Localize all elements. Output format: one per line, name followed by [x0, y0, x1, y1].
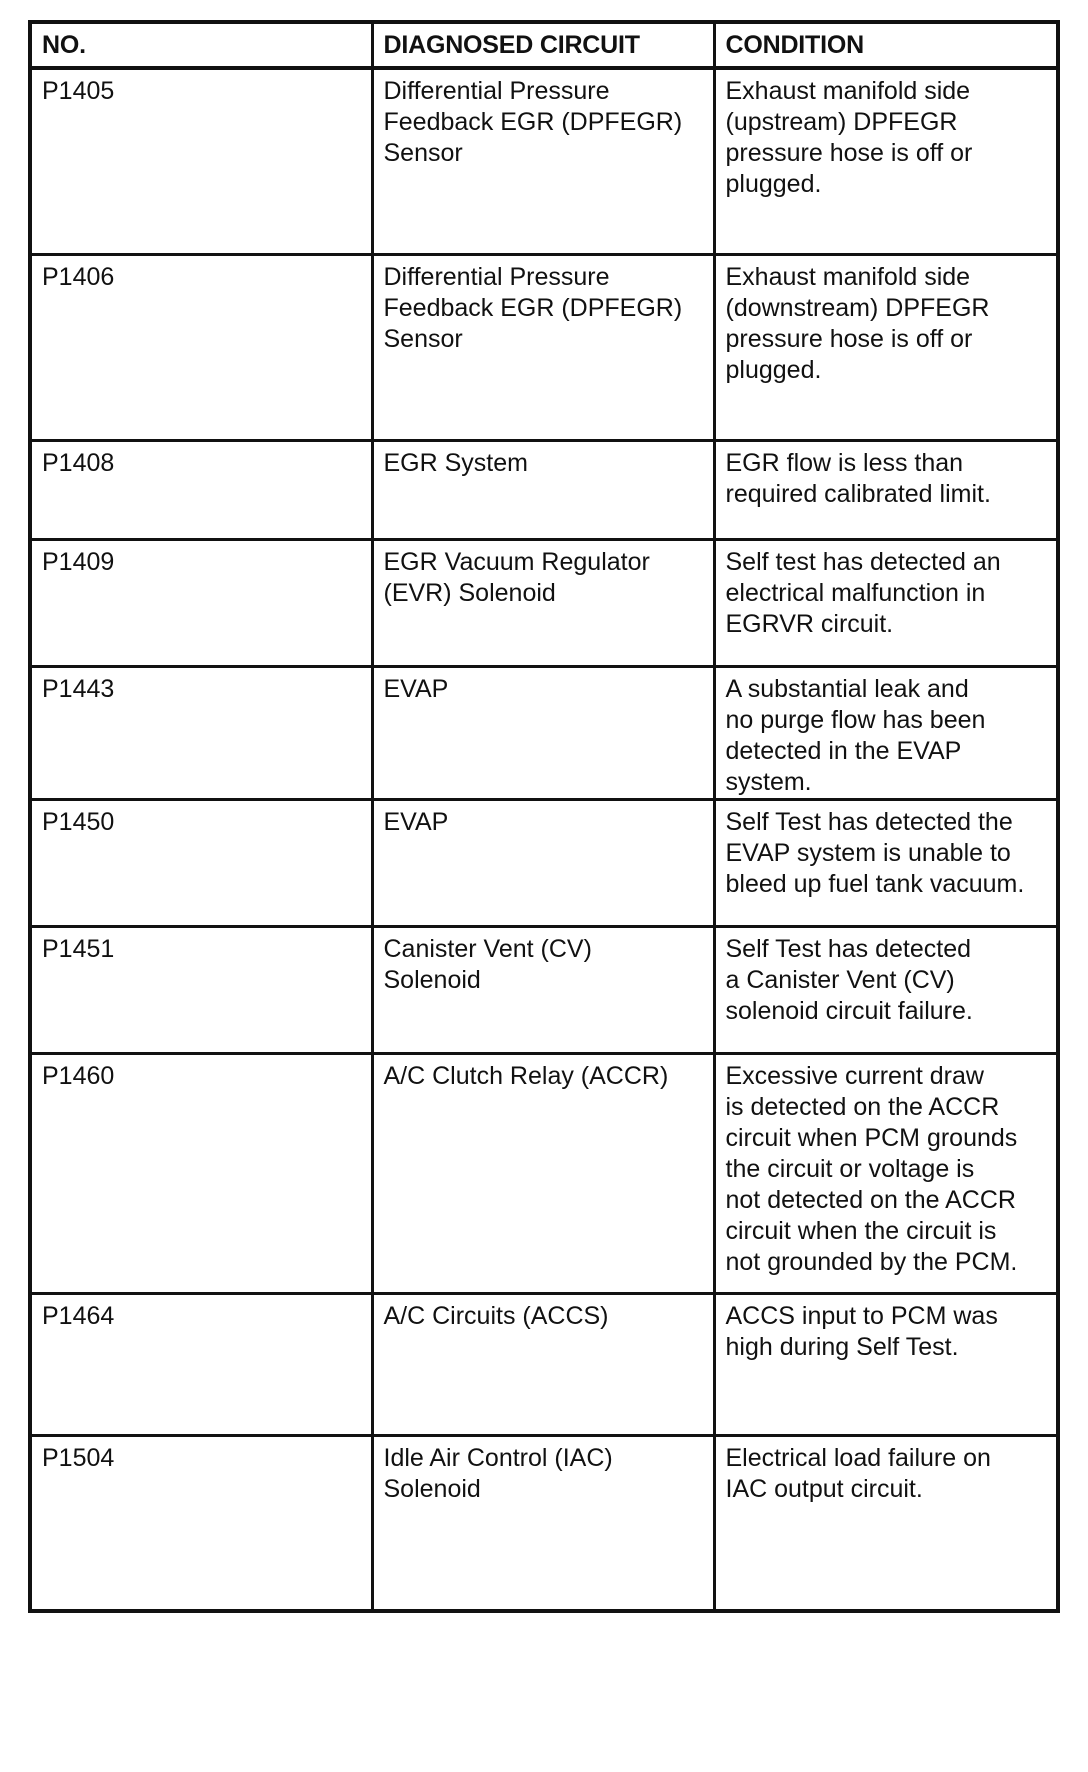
code-cell: P1450 [30, 799, 372, 926]
table-row [30, 254, 1058, 440]
circuit-cell: Canister Vent (CV) Solenoid [372, 926, 714, 1053]
condition-cell: Exhaust manifold side (upstream) DPFEGR pressure hose is off or plugged. [714, 68, 1058, 254]
header-condition: CONDITION [714, 22, 1058, 68]
code-cell: P1504 [30, 1435, 372, 1611]
table-row [30, 666, 1058, 799]
circuit-cell: Idle Air Control (IAC) Solenoid [372, 1435, 714, 1611]
table-row [30, 799, 1058, 926]
code-cell: P1409 [30, 539, 372, 666]
header-diagnosed-circuit: DIAGNOSED CIRCUIT [372, 22, 714, 68]
condition-cell: Electrical load failure on IAC output circuit. [714, 1435, 1058, 1611]
circuit-cell: EGR System [372, 440, 714, 539]
condition-cell: Exhaust manifold side (downstream) DPFEGR pressure hose is off or plugged. [714, 254, 1058, 440]
table-row [30, 1053, 1058, 1293]
condition-cell: EGR flow is less than required calibrated limit. [714, 440, 1058, 539]
circuit-cell: Differential Pressure Feedback EGR (DPFEGR) Sensor [372, 254, 714, 440]
circuit-cell: Differential Pressure Feedback EGR (DPFEGR) Sensor [372, 68, 714, 254]
table-row [30, 1293, 1058, 1435]
table-header-row [30, 22, 1058, 68]
header-no: NO. [30, 22, 372, 68]
table-row [30, 926, 1058, 1053]
table-body [30, 68, 1058, 1611]
circuit-cell: EGR Vacuum Regulator (EVR) Solenoid [372, 539, 714, 666]
condition-cell: ACCS input to PCM was high during Self Test. [714, 1293, 1058, 1435]
table-row [30, 440, 1058, 539]
circuit-cell: A/C Circuits (ACCS) [372, 1293, 714, 1435]
dtc-table [28, 20, 1060, 1613]
code-cell: P1451 [30, 926, 372, 1053]
code-cell: P1408 [30, 440, 372, 539]
circuit-cell: EVAP [372, 799, 714, 926]
circuit-cell: EVAP [372, 666, 714, 799]
code-cell: P1460 [30, 1053, 372, 1293]
table-row [30, 539, 1058, 666]
condition-cell: Excessive current draw is detected on the ACCR circuit when PCM grounds the circuit or voltage is not detected on the ACCR circuit when the circuit is not grounded by the PCM. [714, 1053, 1058, 1293]
code-cell: P1443 [30, 666, 372, 799]
circuit-cell: A/C Clutch Relay (ACCR) [372, 1053, 714, 1293]
table-row [30, 68, 1058, 254]
code-cell: P1464 [30, 1293, 372, 1435]
condition-cell: A substantial leak and no purge flow has been detected in the EVAP system. [714, 666, 1058, 799]
condition-cell: Self test has detected an electrical malfunction in EGRVR circuit. [714, 539, 1058, 666]
code-cell: P1405 [30, 68, 372, 254]
code-cell: P1406 [30, 254, 372, 440]
condition-cell: Self Test has detected a Canister Vent (CV) solenoid circuit failure. [714, 926, 1058, 1053]
condition-cell: Self Test has detected the EVAP system is unable to bleed up fuel tank vacuum. [714, 799, 1058, 926]
table-row [30, 1435, 1058, 1611]
